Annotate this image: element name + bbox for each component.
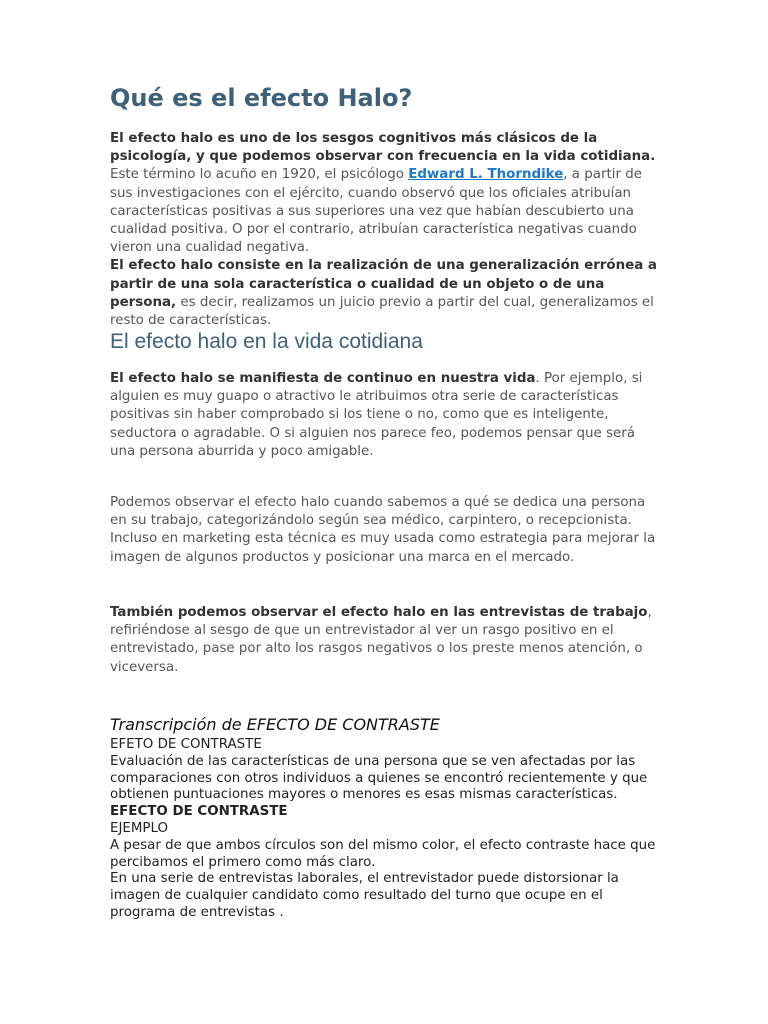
interviews-paragraph: [110, 604, 658, 677]
daily-life-paragraph: [110, 370, 658, 461]
intro-bold-lead: El efecto halo es uno de los sesgos cognitivos más clásicos de la psicología, y que podemos observar con frecuencia en la vida cotidiana.: [110, 131, 656, 165]
transcript-heading: EFECTO DE CONTRASTE: [110, 804, 288, 820]
interviews-text: , refiriéndose al sesgo de que un entrevistador al ver un rasgo positivo en el entrevistado, pase por alto los rasgos negativos o los preste menos atención, o viceversa.: [110, 605, 652, 675]
transcript-line: A pesar de que ambos círculos son del mismo color, el efecto contraste hace que percibamos el primero como más claro.: [110, 837, 656, 870]
daily-life-bold: El efecto halo se manifiesta de continuo en nuestra vida: [110, 371, 536, 386]
work-paragraph: Podemos observar el efecto halo cuando sabemos a qué se dedica una persona en su trabajo, categorizándolo según sea médico, carpintero, o recepcionista. Incluso en marketing esta técnica es muy usada como estrategia para mejorar la imagen de algunos productos y posicionar una marca en el mercado.: [110, 495, 656, 565]
transcript-line: Evaluación de las características de una persona que se ven afectadas por las comparaciones con otros individuos a quienes se encontró recientemente y que obtienen puntuaciones mayores o menores es esas mismas características.: [110, 753, 648, 803]
transcript-line: En una serie de entrevistas laborales, el entrevistador puede distorsionar la imagen de cualquier candidato como resultado del turno que ocupe en el programa de entrevistas .: [110, 871, 619, 920]
section-title-daily-life: El efecto halo en la vida cotidiana: [110, 330, 423, 353]
intro-paragraph: [110, 130, 658, 330]
thorndike-link[interactable]: Edward L. Thorndike: [408, 167, 564, 183]
interviews-bold: También podemos observar el efecto halo en las entrevistas de trabajo: [110, 605, 648, 620]
definition-bold: El efecto halo consiste en la realización de una generalización errónea a partir de una sola característica o cualidad de un objeto o de una persona,: [110, 258, 657, 310]
transcript-line: EJEMPLO: [110, 820, 169, 836]
page-title: Qué es el efecto Halo?: [110, 84, 413, 112]
definition-text: es decir, realizamos un juicio previo a partir del cual, generalizamos el resto de características.: [110, 294, 654, 329]
daily-life-text: . Por ejemplo, si alguien es muy guapo o atractivo le atribuimos otra serie de características positivas sin haber comprobado si los tiene o no, como que es inteligente, seductora o agradable. O si alguien nos parece feo, podemos pensar que será una persona aburrida y poco amigable.: [110, 371, 643, 459]
transcript-line: EFETO DE CONTRASTE: [110, 737, 262, 752]
transcript-title: Transcripción de EFECTO DE CONTRASTE: [110, 715, 440, 734]
intro-text-continued: , a partir de sus investigaciones con el ejército, cuando observó que los oficiales atribuían características positivas a sus superiores una vez que habían descubierto una cualidad positiva. O por el contrario, atribuían característica negativas cuando vieron una cualidad negativa.: [110, 167, 642, 256]
transcript-section: [110, 714, 660, 922]
intro-text: Este término lo acuño en 1920, el psicólogo: [110, 167, 409, 183]
